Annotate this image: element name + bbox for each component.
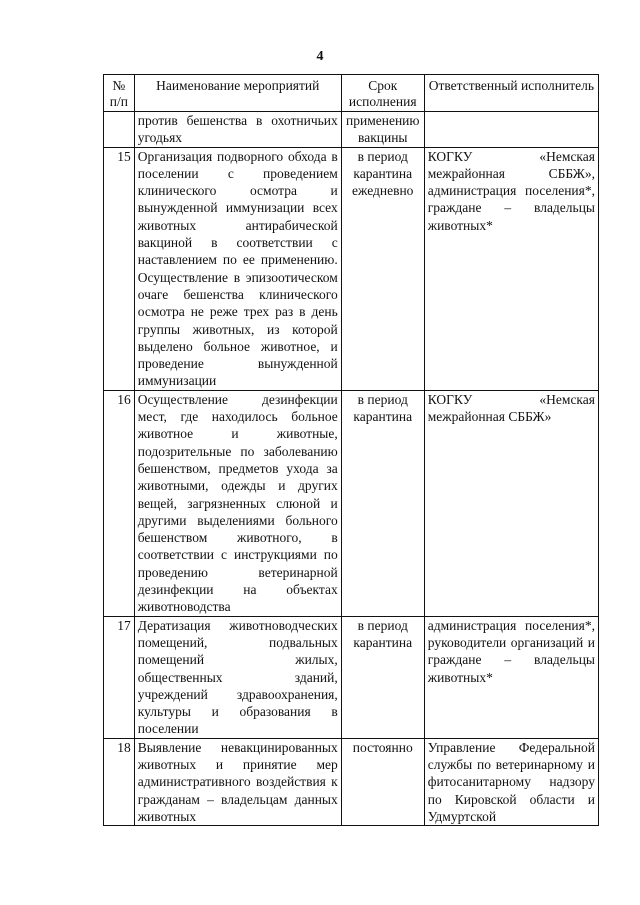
table-row <box>104 390 599 616</box>
row-responsible <box>424 112 598 148</box>
table-header-row <box>104 75 599 112</box>
row-num: 15 <box>104 147 135 390</box>
row-name: Осуществление дезинфекции мест, где находилось больное животное и животные, подозрительные по заболеванию бешенством, предметов ухода за животными, одежды и других вещей, загрязненных слюной и другими выделениями больного бешенством животного, в соответствии с инструкциями по проведению ветеринарной дезинфекции на объектах животноводства <box>134 390 341 616</box>
row-term: в период карантина ежедневно <box>341 147 424 390</box>
row-term: применению вакцины <box>341 112 424 148</box>
page-number: 4 <box>316 49 324 64</box>
row-num: 17 <box>104 616 135 738</box>
header-responsible: Ответственный исполнитель <box>424 75 598 112</box>
row-name: Дератизация животноводческих помещений, подвальных помещений жилых, общественных зданий, учреждений здравоохранения, культуры и образования в поселении <box>134 616 341 738</box>
row-name: против бешенства в охотничьих угодьях <box>134 112 341 148</box>
row-responsible: Управление Федеральной службы по ветеринарному и фитосанитарному надзору по Кировской области и Удмуртской <box>424 738 598 825</box>
header-name: Наименование мероприятий <box>134 75 341 112</box>
row-name: Организация подворного обхода в поселении с проведением клинического осмотра и вынужденной иммунизации всех животных антирабической вакциной в соответствии с наставлением по ее применению. Осуществление в эпизоотическом очаге бешенства клинического осмотра не реже трех раз в день группы животных, из которой выделено больное животное, и проведение вынужденной иммунизации <box>134 147 341 390</box>
table-row <box>104 616 599 738</box>
header-num: № п/п <box>104 75 135 112</box>
row-name: Выявление невакцинированных животных и принятие мер административного воздействия к гражданам – владельцам данных животных <box>134 738 341 825</box>
row-term: постоянно <box>341 738 424 825</box>
table-row <box>104 112 599 148</box>
row-responsible: администрация поселения*, руководители организаций и граждане – владельцы животных* <box>424 616 598 738</box>
header-term: Срок исполнения <box>341 75 424 112</box>
row-num: 16 <box>104 390 135 616</box>
measures-table <box>103 74 599 826</box>
row-term: в период карантина <box>341 390 424 616</box>
row-num <box>104 112 135 148</box>
table-row <box>104 147 599 390</box>
row-responsible: КОГКУ «Немская межрайонная СББЖ», администрация поселения*, граждане – владельцы животных* <box>424 147 598 390</box>
row-term: в период карантина <box>341 616 424 738</box>
row-num: 18 <box>104 738 135 825</box>
row-responsible: КОГКУ «Немская межрайонная СББЖ» <box>424 390 598 616</box>
table-row <box>104 738 599 825</box>
